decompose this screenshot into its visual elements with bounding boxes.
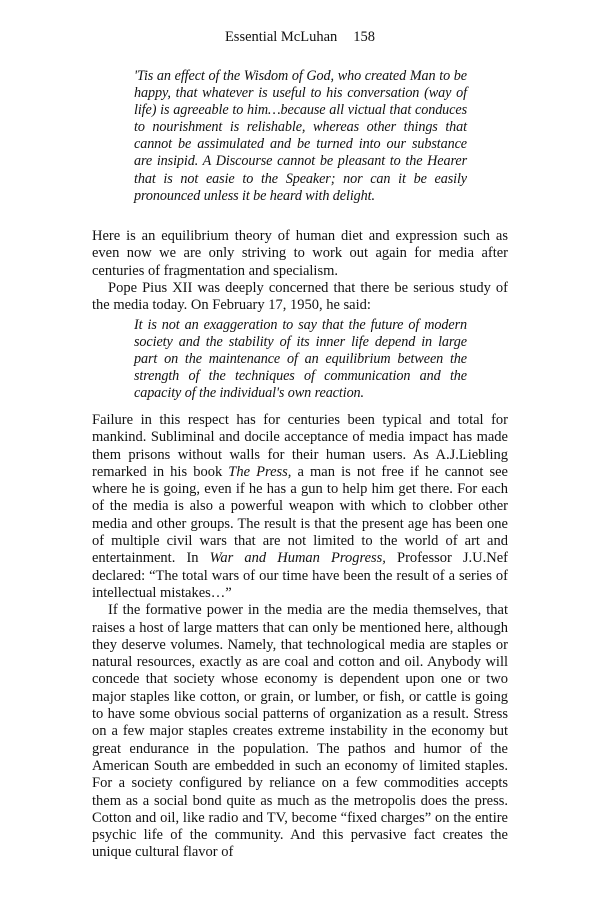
- body-section-2: [92, 412, 508, 862]
- text-run: Professor J.U.Nef declared: “The total wars of our time have been the result of a series of intellectual mistakes…”: [92, 550, 509, 601]
- book-title-italic: War and Human Progress,: [209, 550, 386, 567]
- text-run: Failure in this respect has for centuries been typical and total for mankind. Subliminal and docile acceptance of media impact has made them prisons without walls for their human users. As A.J.Liebling remarked in his book: [92, 412, 508, 480]
- page-number: 158: [353, 29, 376, 45]
- book-title-italic: The Press,: [228, 463, 292, 480]
- block-quote-2: [134, 317, 467, 402]
- body-section-1: [92, 228, 508, 314]
- quote-text: It is not an exaggeration to say that the future of modern society and the stability of its inner life depend in large part on the maintenance of an equilibrium between the strength of the techniques of communication and the capacity of the individual's own reaction.: [134, 317, 467, 402]
- book-title: Essential McLuhan: [224, 29, 338, 45]
- text-run: a man is not free if he cannot see where he is going, even if he has a gun to help him get there. For each of the media is also a powerful weapon with which to clobber other media and other groups. The result is that the present age has been one of multiple civil wars that are not limited to the world of art and entertainment. In: [92, 463, 508, 567]
- paragraph: [92, 412, 508, 602]
- paragraph: If the formative power in the media are the media themselves, that raises a host of large matters that can only be mentioned here, although they deserve volumes. Namely, that technological media are staples or natural resources, exactly as are coal and cotton and oil. Anybody will concede that society whose economy is dependent upon one or two major staples like cotton, or grain, or lumber, or fish, or cattle is going to have some obvious social patterns of organization as a result. Stress on a few major staples creates extreme instability in the economy but great endurance in the population. The pathos and humor of the American South are embedded in such an economy of limited staples. For a society configured by reliance on a few commodities accepts them as a social bond quite as much as the metropolis does the press. Cotton and oil, like radio and TV, become “fixed charges” on the entire psychic life of the community. And this pervasive fact creates the unique cultural flavor of: [92, 602, 508, 861]
- paragraph: Here is an equilibrium theory of human diet and expression such as even now we are only striving to work out again for media after centuries of fragmentation and specialism.: [92, 228, 508, 279]
- quote-text: 'Tis an effect of the Wisdom of God, who created Man to be happy, that whatever is useful to his conversation (way of life) is agreeable to him…because all victual that conduces to nourishment is relishable, whereas other things that cannot be assimulated and be turned into our substance are insipid. A Discourse cannot be pleasant to the Hearer that is not easie to the Speaker; nor can it be easily pronounced unless it be heard with delight.: [134, 68, 467, 204]
- paragraph: Pope Pius XII was deeply concerned that there be serious study of the media today. On February 17, 1950, he said:: [92, 279, 508, 314]
- block-quote-1: [134, 68, 467, 205]
- running-header: [0, 29, 600, 46]
